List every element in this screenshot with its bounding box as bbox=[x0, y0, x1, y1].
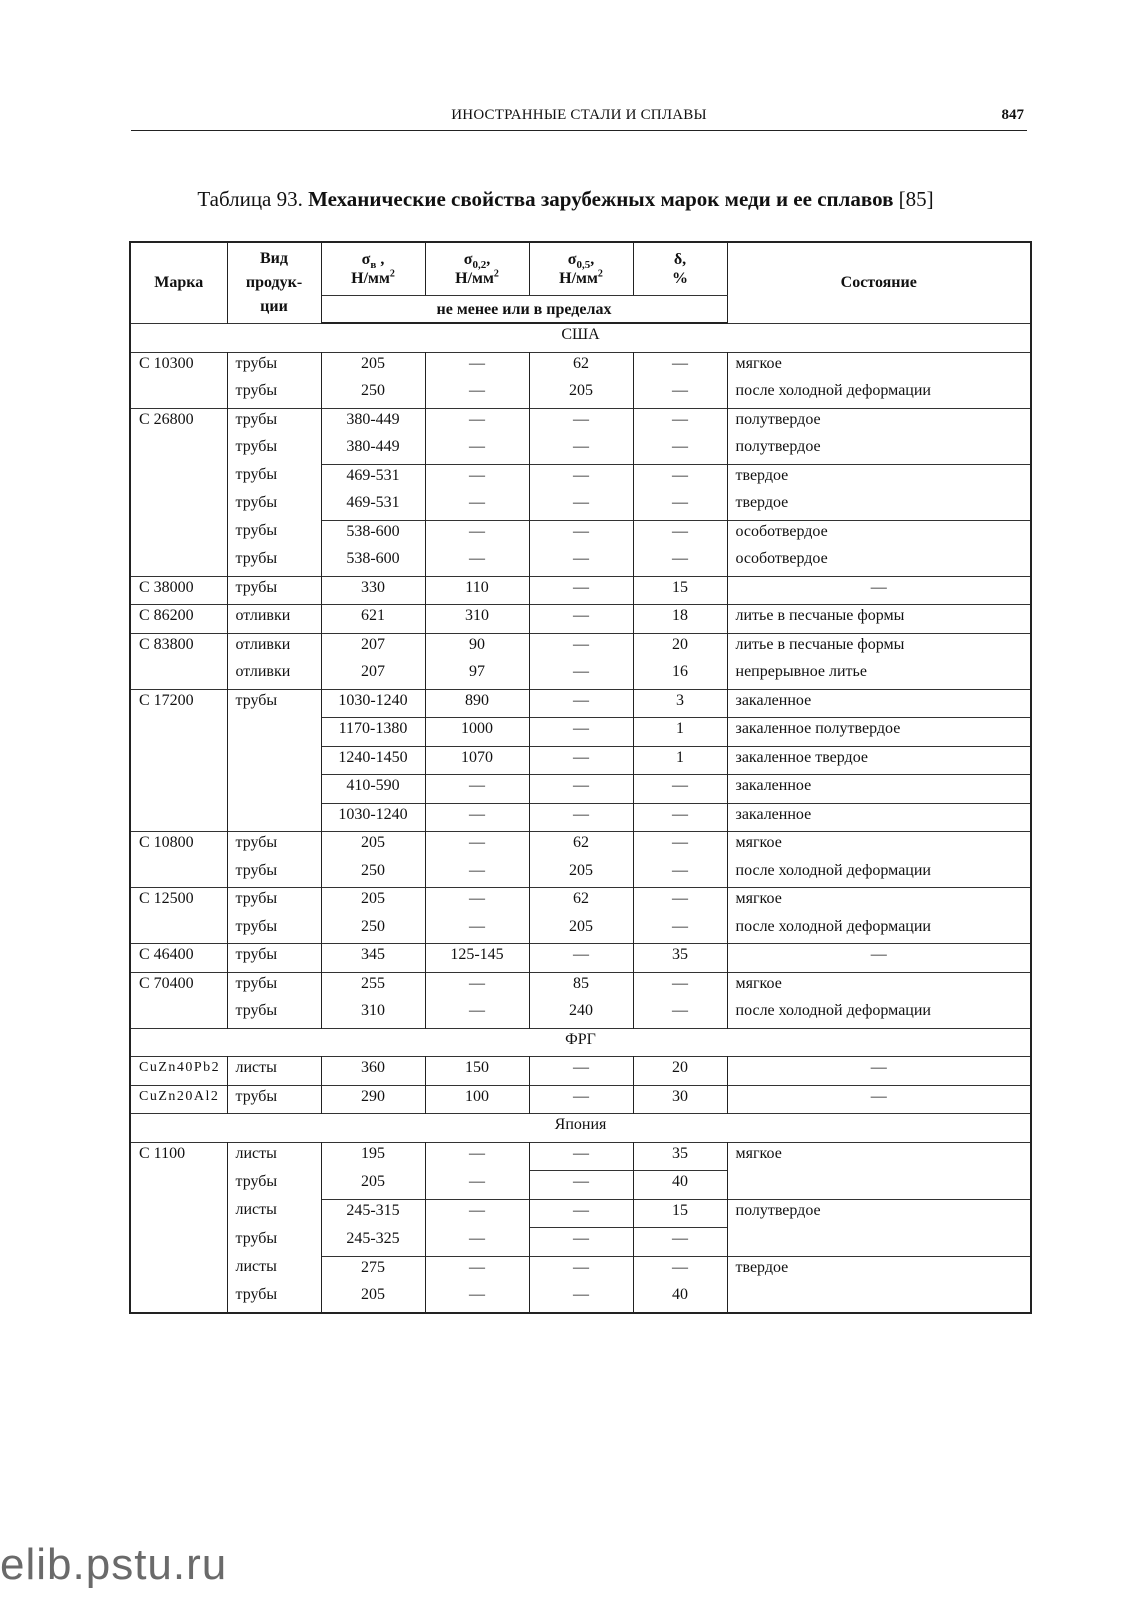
table-row bbox=[130, 1000, 1031, 1028]
table-cell: — bbox=[529, 1256, 633, 1284]
running-title: ИНОСТРАННЫЕ СТАЛИ И СПЛАВЫ bbox=[451, 107, 707, 123]
table-cell: 205 bbox=[321, 1171, 425, 1200]
table-row bbox=[130, 576, 1031, 605]
table-cell: трубы bbox=[227, 380, 321, 408]
table-row bbox=[130, 520, 1031, 548]
table-cell: 245-315 bbox=[321, 1199, 425, 1228]
caption-reference: [85] bbox=[898, 187, 934, 211]
table-cell: С 83800 bbox=[130, 633, 227, 661]
table-cell: 275 bbox=[321, 1256, 425, 1284]
table-cell: отливки bbox=[227, 661, 321, 689]
table-cell: — bbox=[529, 689, 633, 718]
table-cell: 360 bbox=[321, 1057, 425, 1086]
table-cell: 16 bbox=[633, 661, 727, 689]
table-row bbox=[130, 492, 1031, 520]
table-cell: трубы bbox=[227, 944, 321, 973]
header-text: Н/мм bbox=[559, 270, 598, 287]
table-cell: — bbox=[633, 1000, 727, 1028]
table-row bbox=[130, 408, 1031, 436]
table-cell: — bbox=[633, 803, 727, 832]
table-cell: — bbox=[633, 775, 727, 804]
table-row bbox=[130, 689, 1031, 718]
table-cell: — bbox=[529, 1171, 633, 1200]
table-cell bbox=[130, 803, 227, 832]
table-caption bbox=[0, 187, 1131, 212]
table-cell: — bbox=[425, 832, 529, 860]
table-cell: 62 bbox=[529, 352, 633, 380]
header-text: Н/мм bbox=[455, 270, 494, 287]
table-cell: 125-145 bbox=[425, 944, 529, 973]
table-cell: полутвердое bbox=[727, 436, 1031, 464]
caption-prefix: Таблица 93. bbox=[197, 187, 303, 211]
table-cell: после холодной деформации bbox=[727, 860, 1031, 888]
table-cell: мягкое bbox=[727, 888, 1031, 916]
table-cell: трубы bbox=[227, 436, 321, 464]
table-cell: — bbox=[425, 492, 529, 520]
table-row bbox=[130, 1142, 1031, 1171]
table-cell: С 10800 bbox=[130, 832, 227, 860]
table-cell: — bbox=[425, 972, 529, 1000]
table-row bbox=[130, 633, 1031, 661]
col-header-sigma-b: $\sigma_в$ , $Н/мм^2$ bbox=[321, 242, 425, 296]
table-cell: 1240-1450 bbox=[321, 746, 425, 775]
table-cell: — bbox=[633, 972, 727, 1000]
table-cell: трубы bbox=[227, 1228, 321, 1257]
table-cell bbox=[130, 492, 227, 520]
table-cell: — bbox=[425, 520, 529, 548]
page-number: 847 bbox=[1001, 107, 1024, 123]
table-cell: CuZn20Al2 bbox=[130, 1085, 227, 1114]
table-cell: 621 bbox=[321, 605, 425, 634]
table-cell: 240 bbox=[529, 1000, 633, 1028]
section-row-usa: США bbox=[130, 323, 1031, 352]
table-cell: — bbox=[425, 464, 529, 492]
table-cell: трубы bbox=[227, 832, 321, 860]
table-cell: — bbox=[425, 1142, 529, 1171]
table-row bbox=[130, 803, 1031, 832]
table-cell: — bbox=[529, 718, 633, 747]
table-cell: С 38000 bbox=[130, 576, 227, 605]
header-text: Состояние bbox=[840, 274, 917, 292]
table-cell: — bbox=[633, 352, 727, 380]
table-row bbox=[130, 380, 1031, 408]
table-cell: 35 bbox=[633, 944, 727, 973]
caption-title: Механические свойства зарубежных марок меди и ее сплавов bbox=[308, 187, 894, 211]
table-row bbox=[130, 1228, 1031, 1257]
header-text: 0,5 bbox=[576, 259, 591, 272]
table-cell: 15 bbox=[633, 1199, 727, 1228]
table-cell: 40 bbox=[633, 1284, 727, 1313]
table-cell: листы bbox=[227, 1142, 321, 1171]
table-cell: 205 bbox=[321, 832, 425, 860]
table-cell bbox=[130, 1256, 227, 1284]
table-cell: — bbox=[633, 464, 727, 492]
table-cell: мягкое bbox=[727, 1142, 1031, 1171]
table-cell: трубы bbox=[227, 464, 321, 492]
table-cell bbox=[130, 1228, 227, 1257]
table-cell: трубы bbox=[227, 1284, 321, 1313]
table-cell bbox=[727, 1284, 1031, 1313]
table-cell: 890 bbox=[425, 689, 529, 718]
table-cell: особотвердое bbox=[727, 520, 1031, 548]
table-cell: — bbox=[425, 916, 529, 944]
table-cell: — bbox=[425, 888, 529, 916]
table-cell: 30 bbox=[633, 1085, 727, 1114]
table-row bbox=[130, 548, 1031, 576]
table-row bbox=[130, 746, 1031, 775]
table-row bbox=[130, 464, 1031, 492]
table-cell: 85 bbox=[529, 972, 633, 1000]
table-cell: С 26800 bbox=[130, 408, 227, 436]
table-cell: трубы bbox=[227, 972, 321, 1000]
table-row bbox=[130, 860, 1031, 888]
table-cell: трубы bbox=[227, 1171, 321, 1200]
table-cell: литье в песчаные формы bbox=[727, 633, 1031, 661]
table-row bbox=[130, 352, 1031, 380]
table-cell bbox=[130, 464, 227, 492]
table-cell: С 1100 bbox=[130, 1142, 227, 1171]
table-cell: трубы bbox=[227, 916, 321, 944]
table-cell: — bbox=[633, 520, 727, 548]
table-cell: — bbox=[529, 775, 633, 804]
table-cell: 290 bbox=[321, 1085, 425, 1114]
table-row bbox=[130, 972, 1031, 1000]
table-cell: С 10300 bbox=[130, 352, 227, 380]
table-cell: 18 bbox=[633, 605, 727, 634]
header-row-top bbox=[130, 242, 1031, 296]
table-cell bbox=[130, 1171, 227, 1200]
table-cell: отливки bbox=[227, 605, 321, 634]
header-text: 2 bbox=[389, 268, 395, 280]
table-cell: листы bbox=[227, 1256, 321, 1284]
table-row bbox=[130, 718, 1031, 747]
table-cell bbox=[727, 1171, 1031, 1200]
table-cell bbox=[130, 775, 227, 804]
table-cell: листы bbox=[227, 1057, 321, 1086]
table-cell: — bbox=[529, 605, 633, 634]
table-cell: — bbox=[425, 1284, 529, 1313]
table-row bbox=[130, 832, 1031, 860]
table-cell: 345 bbox=[321, 944, 425, 973]
table-cell: — bbox=[529, 548, 633, 576]
table-cell: закаленное bbox=[727, 803, 1031, 832]
table-cell: — bbox=[633, 832, 727, 860]
table-cell bbox=[130, 916, 227, 944]
table-cell: 207 bbox=[321, 633, 425, 661]
table-cell bbox=[227, 803, 321, 832]
table-cell: 250 bbox=[321, 916, 425, 944]
table-cell: 310 bbox=[425, 605, 529, 634]
table-cell: мягкое bbox=[727, 972, 1031, 1000]
table-row bbox=[130, 1171, 1031, 1200]
table-row bbox=[130, 1256, 1031, 1284]
col-header-sigma-02: $\sigma_{0,2}$, $Н/мм^2$ bbox=[425, 242, 529, 296]
table-cell: трубы bbox=[227, 492, 321, 520]
table-cell: — bbox=[727, 576, 1031, 605]
table-cell: 205 bbox=[321, 1284, 425, 1313]
table-cell: трубы bbox=[227, 352, 321, 380]
table-cell: 90 bbox=[425, 633, 529, 661]
table-cell: 469-531 bbox=[321, 492, 425, 520]
table-cell: полутвердое bbox=[727, 408, 1031, 436]
table-cell: — bbox=[425, 1171, 529, 1200]
table-row bbox=[130, 888, 1031, 916]
table-cell: мягкое bbox=[727, 352, 1031, 380]
table-cell: — bbox=[529, 1228, 633, 1257]
table-cell bbox=[130, 548, 227, 576]
table-cell: закаленное bbox=[727, 775, 1031, 804]
table-row bbox=[130, 436, 1031, 464]
header-text: Марка bbox=[154, 274, 204, 292]
table-cell: — bbox=[529, 633, 633, 661]
table-cell: 15 bbox=[633, 576, 727, 605]
header-text: 2 bbox=[597, 268, 603, 280]
table-cell: 150 bbox=[425, 1057, 529, 1086]
table-cell: после холодной деформации bbox=[727, 1000, 1031, 1028]
table-cell: 469-531 bbox=[321, 464, 425, 492]
table-cell: — bbox=[633, 408, 727, 436]
table-cell: трубы bbox=[227, 408, 321, 436]
table-cell: — bbox=[425, 380, 529, 408]
col-header-sigma-05: $\sigma_{0,5}$, $Н/мм^2$ bbox=[529, 242, 633, 296]
table-cell: — bbox=[633, 492, 727, 520]
table-cell: — bbox=[529, 746, 633, 775]
table-cell: С 70400 bbox=[130, 972, 227, 1000]
table-cell: — bbox=[529, 520, 633, 548]
section-row-frg: ФРГ bbox=[130, 1028, 1031, 1057]
table-cell: трубы bbox=[227, 860, 321, 888]
table-cell: 35 bbox=[633, 1142, 727, 1171]
table-cell: — bbox=[529, 661, 633, 689]
table-cell: — bbox=[425, 803, 529, 832]
table-cell: — bbox=[529, 408, 633, 436]
table-cell: после холодной деформации bbox=[727, 916, 1031, 944]
table-cell bbox=[227, 718, 321, 747]
table-cell: — bbox=[425, 1228, 529, 1257]
header-text: σ bbox=[463, 251, 473, 268]
table-cell: — bbox=[727, 1057, 1031, 1086]
table-cell: трубы bbox=[227, 888, 321, 916]
table-cell: — bbox=[529, 436, 633, 464]
table-cell: — bbox=[727, 944, 1031, 973]
table-cell bbox=[727, 1228, 1031, 1257]
table-cell: трубы bbox=[227, 1085, 321, 1114]
table-cell: 100 bbox=[425, 1085, 529, 1114]
table-cell bbox=[227, 775, 321, 804]
table-cell: 205 bbox=[529, 860, 633, 888]
table-cell: — bbox=[425, 548, 529, 576]
table-cell: твердое bbox=[727, 1256, 1031, 1284]
table-cell: 538-600 bbox=[321, 520, 425, 548]
table-cell: — bbox=[529, 1199, 633, 1228]
table-cell: 62 bbox=[529, 832, 633, 860]
table-cell: — bbox=[727, 1085, 1031, 1114]
table-cell bbox=[130, 520, 227, 548]
header-text: в bbox=[370, 259, 377, 272]
col-header-product bbox=[227, 242, 321, 323]
table-cell: — bbox=[529, 1057, 633, 1086]
table-cell: 330 bbox=[321, 576, 425, 605]
table-cell: 3 bbox=[633, 689, 727, 718]
table-cell: — bbox=[529, 1284, 633, 1313]
header-text: δ, bbox=[673, 251, 687, 268]
section-row-japan: Япония bbox=[130, 1114, 1031, 1143]
table-cell: — bbox=[529, 803, 633, 832]
table-cell: С 12500 bbox=[130, 888, 227, 916]
table-cell: листы bbox=[227, 1199, 321, 1228]
table-cell: 1000 bbox=[425, 718, 529, 747]
table-cell: трубы bbox=[227, 1000, 321, 1028]
table-cell: закаленное bbox=[727, 689, 1031, 718]
table-row bbox=[130, 661, 1031, 689]
table-row bbox=[130, 1199, 1031, 1228]
limits-note: не менее или в пределах bbox=[321, 296, 727, 324]
header-text: σ bbox=[361, 251, 371, 268]
table-cell: 1170-1380 bbox=[321, 718, 425, 747]
table-cell bbox=[130, 1199, 227, 1228]
table-row bbox=[130, 916, 1031, 944]
header-text: % bbox=[672, 270, 688, 287]
table-cell bbox=[130, 661, 227, 689]
table-cell: 380-449 bbox=[321, 436, 425, 464]
table-cell: твердое bbox=[727, 464, 1031, 492]
table-cell: 250 bbox=[321, 380, 425, 408]
table-cell: 62 bbox=[529, 888, 633, 916]
table-cell: полутвердое bbox=[727, 1199, 1031, 1228]
table-cell: 110 bbox=[425, 576, 529, 605]
table-cell: CuZn40Pb2 bbox=[130, 1057, 227, 1086]
table-cell: 1030-1240 bbox=[321, 803, 425, 832]
table-row bbox=[130, 944, 1031, 973]
table-cell: — bbox=[633, 916, 727, 944]
table-cell bbox=[130, 746, 227, 775]
table-cell bbox=[130, 380, 227, 408]
table-cell: закаленное полутвердое bbox=[727, 718, 1031, 747]
table-cell: 255 bbox=[321, 972, 425, 1000]
table-cell: 205 bbox=[529, 916, 633, 944]
table-cell: 310 bbox=[321, 1000, 425, 1028]
table-cell: после холодной деформации bbox=[727, 380, 1031, 408]
table-row bbox=[130, 1057, 1031, 1086]
table-cell: закаленное твердое bbox=[727, 746, 1031, 775]
table-cell: — bbox=[425, 352, 529, 380]
col-header-grade bbox=[130, 242, 227, 323]
table-cell: 1030-1240 bbox=[321, 689, 425, 718]
table-row bbox=[130, 1284, 1031, 1313]
table-row bbox=[130, 775, 1031, 804]
table-row bbox=[130, 605, 1031, 634]
header-text: ции bbox=[260, 298, 288, 315]
table-cell: — bbox=[529, 944, 633, 973]
table-cell: 97 bbox=[425, 661, 529, 689]
table-cell: 205 bbox=[321, 888, 425, 916]
table-cell: — bbox=[425, 1000, 529, 1028]
table-cell: — bbox=[633, 380, 727, 408]
table-cell: отливки bbox=[227, 633, 321, 661]
header-text: 0,2 bbox=[472, 259, 487, 272]
table-cell: 205 bbox=[321, 352, 425, 380]
table-cell: 1070 bbox=[425, 746, 529, 775]
table-cell: С 17200 bbox=[130, 689, 227, 718]
table-cell: — bbox=[425, 408, 529, 436]
table-row bbox=[130, 1085, 1031, 1114]
table-cell bbox=[130, 860, 227, 888]
table-cell: твердое bbox=[727, 492, 1031, 520]
header-text: Н/мм bbox=[351, 270, 390, 287]
table-cell: С 46400 bbox=[130, 944, 227, 973]
table-cell: — bbox=[633, 860, 727, 888]
table-cell: — bbox=[633, 1256, 727, 1284]
col-header-delta bbox=[633, 242, 727, 296]
table-cell: — bbox=[425, 775, 529, 804]
table-cell: 20 bbox=[633, 633, 727, 661]
table-cell: — bbox=[529, 464, 633, 492]
table-cell: 1 bbox=[633, 718, 727, 747]
table-cell: — bbox=[425, 860, 529, 888]
table-cell: 20 bbox=[633, 1057, 727, 1086]
table-cell bbox=[227, 746, 321, 775]
table-cell: С 86200 bbox=[130, 605, 227, 634]
table-cell bbox=[130, 718, 227, 747]
table-cell: 207 bbox=[321, 661, 425, 689]
table-cell bbox=[130, 1284, 227, 1313]
table-cell: — bbox=[529, 1142, 633, 1171]
table-cell: непрерывное литье bbox=[727, 661, 1031, 689]
table-cell: литье в песчаные формы bbox=[727, 605, 1031, 634]
table-cell: мягкое bbox=[727, 832, 1031, 860]
table-cell: — bbox=[425, 436, 529, 464]
table-cell: 1 bbox=[633, 746, 727, 775]
table-cell: 250 bbox=[321, 860, 425, 888]
table-cell: трубы bbox=[227, 689, 321, 718]
table-cell: — bbox=[529, 1085, 633, 1114]
table-cell: — bbox=[425, 1199, 529, 1228]
table-cell: 410-590 bbox=[321, 775, 425, 804]
table-cell: 40 bbox=[633, 1171, 727, 1200]
table-cell: — bbox=[529, 576, 633, 605]
table-cell: 195 bbox=[321, 1142, 425, 1171]
table-cell: — bbox=[529, 492, 633, 520]
table-cell: 380-449 bbox=[321, 408, 425, 436]
col-header-state bbox=[727, 242, 1031, 323]
table-cell: 205 bbox=[529, 380, 633, 408]
site-watermark: elib.pstu.ru bbox=[0, 1540, 228, 1589]
table-cell: — bbox=[633, 888, 727, 916]
table-cell: особотвердое bbox=[727, 548, 1031, 576]
table-cell: — bbox=[633, 548, 727, 576]
table-cell: трубы bbox=[227, 576, 321, 605]
table-cell: трубы bbox=[227, 548, 321, 576]
table-cell: 245-325 bbox=[321, 1228, 425, 1257]
table-cell: 538-600 bbox=[321, 548, 425, 576]
header-text: Вид bbox=[260, 250, 288, 267]
mechanical-properties-table bbox=[129, 241, 1032, 1314]
header-text: σ bbox=[567, 251, 577, 268]
table-cell: — bbox=[633, 436, 727, 464]
table-cell bbox=[130, 436, 227, 464]
table-cell: — bbox=[633, 1228, 727, 1257]
table-cell: трубы bbox=[227, 520, 321, 548]
table-cell bbox=[130, 1000, 227, 1028]
table-cell: — bbox=[425, 1256, 529, 1284]
header-text: 2 bbox=[493, 268, 499, 280]
header-text: продук- bbox=[245, 274, 303, 291]
running-header bbox=[131, 104, 1027, 131]
